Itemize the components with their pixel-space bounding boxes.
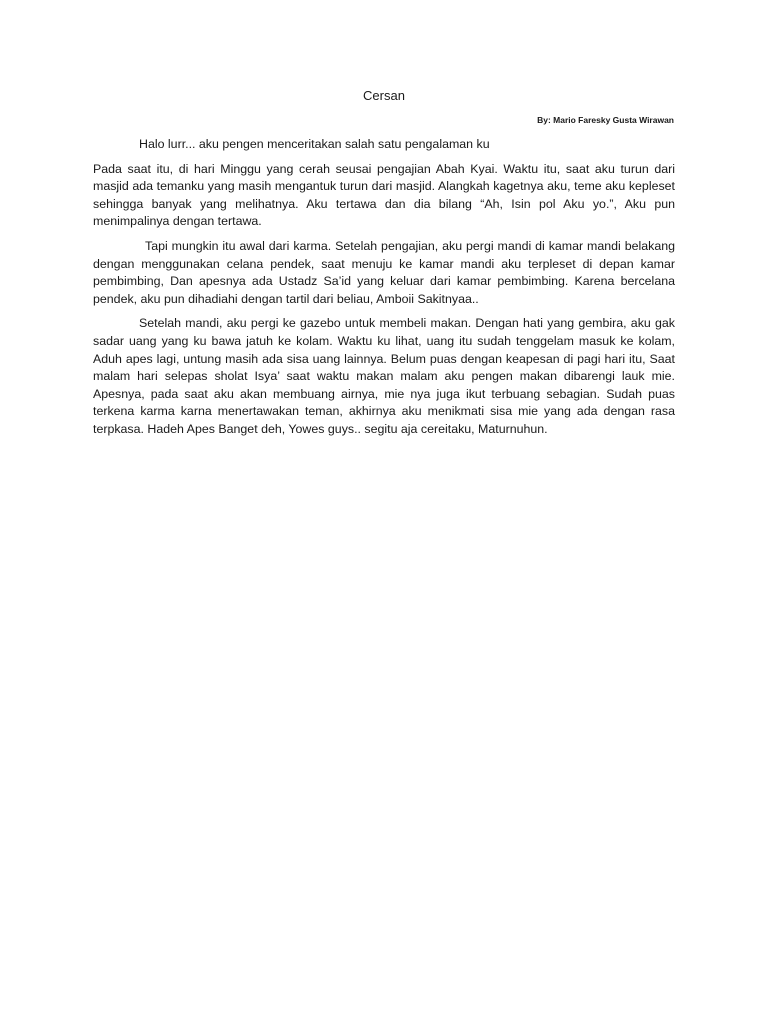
story-paragraph-2: Tapi mungkin itu awal dari karma. Setelah pengajian, aku pergi mandi di kamar mandi belakang dengan menggunakan celana pendek, saat menuju ke kamar mandi aku terpleset di depan kamar pembimbing, Dan apesnya ada Ustadz Sa’id yang keluar dari kamar pembimbing. Karena bercelana pendek, aku pun dihadiahi dengan tartil dari beliau, Amboii Sakitnyaa.. — [93, 238, 675, 306]
story-body — [93, 136, 675, 446]
story-paragraph-3: Setelah mandi, aku pergi ke gazebo untuk membeli makan. Dengan hati yang gembira, aku gak sadar uang yang ku bawa jatuh ke kolam. Waktu ku lihat, uang itu sudah tenggelam masuk ke kolam, Aduh apes lagi, untung masih ada sisa uang lainnya. Belum puas dengan keapesan di pagi hari itu, Saat malam hari selepas sholat Isya’ saat waktu makan malam aku pengen makan dibarengi lauk mie. Apesnya, pada saat aku akan membuang airnya, mie nya juga ikut terbuang sebagian. Sudah puas terkena karma karna menertawakan teman, akhirnya aku menikmati sisa mie yang ada dengan rasa terpkasa. Hadeh Apes Banget deh, Yowes guys.. segitu aja cereitaku, Maturnuhun. — [93, 316, 675, 436]
document-title: Cersan — [363, 88, 405, 103]
story-paragraph-1: Pada saat itu, di hari Minggu yang cerah seusai pengajian Abah Kyai. Waktu itu, saat aku turun dari masjid ada temanku yang masih mengantuk turun dari masjid. Alangkah kagetnya aku, teme aku kepleset sehingga banyak yang melihatnya. Aku tertawa dan dia bilang “Ah, Isin pol Aku yo.”, Aku pun menimpalinya dengan tertawa. — [93, 161, 675, 229]
author-byline: By: Mario Faresky Gusta Wirawan — [537, 115, 674, 125]
intro-paragraph: Halo lurr... aku pengen menceritakan salah satu pengalaman ku — [139, 137, 490, 151]
